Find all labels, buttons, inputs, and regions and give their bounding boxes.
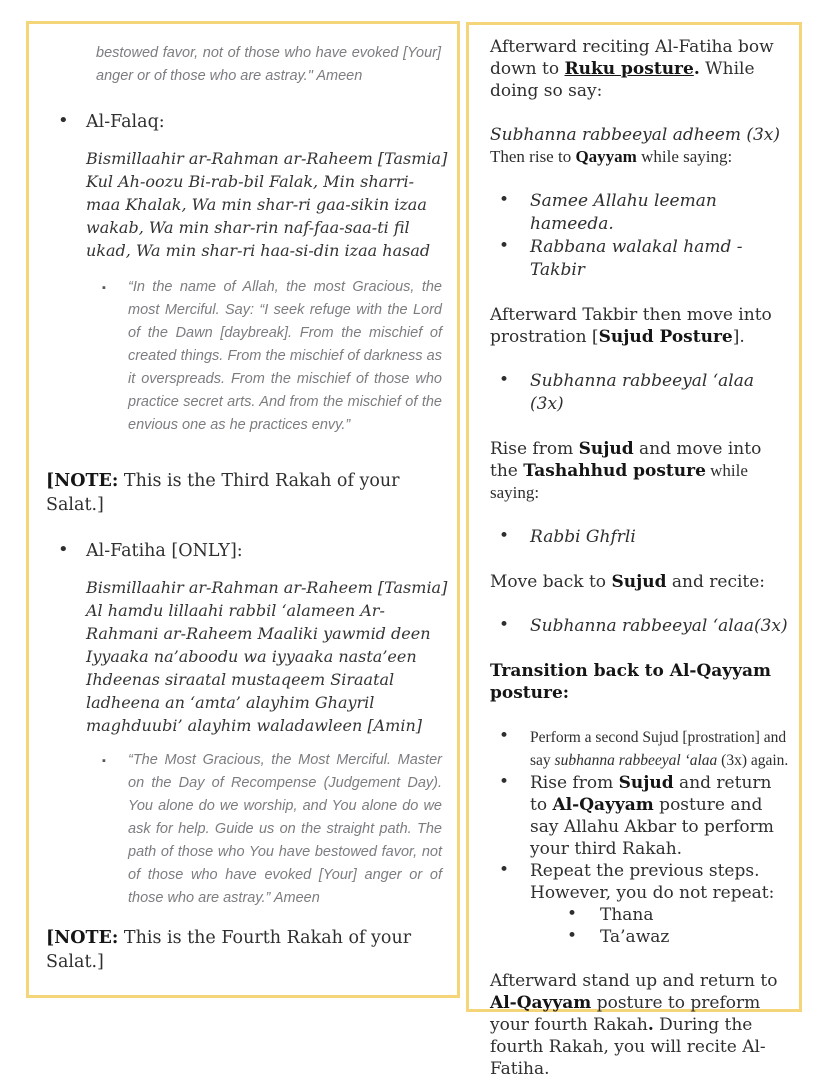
list-item-rabbi-ghfrli: • Rabbi Ghfrli xyxy=(530,526,793,549)
left-panel xyxy=(26,21,460,998)
list-qayyam-sayings xyxy=(490,190,793,282)
al-falaq-label: Al-Falaq: xyxy=(86,112,165,132)
list-sujud-saying-2 xyxy=(490,615,793,638)
para-sujud-instruction: Afterward Takbir then move into prostration [Sujud Posture]. xyxy=(490,305,772,347)
list-item-rise-return: • Rise from Sujud and return to Al-Qayyam posture and say Allahu Akbar to perform your third Rakah. xyxy=(530,772,793,860)
list-item-subhanna-alaa: • Subhanna rabbeeyal ‘alaa (3x) xyxy=(530,370,793,416)
note-fourth-bold: [NOTE: xyxy=(46,928,119,948)
list-item-thana: • Thana xyxy=(600,904,793,926)
note-third-rakah xyxy=(46,469,441,517)
list-transition-steps xyxy=(490,726,793,948)
al-fatiha-translation-quote: ▪ “The Most Gracious, the Most Merciful. Master on the Day of Recompense (Judgement Day). You alone do we worship, and You alone do we ask for help. Guide us on the straight path. The path of those who You have bestowed favor, not of those who have evoked [Your] anger or of those who are astray.” Ameen xyxy=(128,749,442,910)
quote-continuation: bestowed favor, not of those who have evoked [Your] anger or of those who are astray." Ameen xyxy=(96,45,441,84)
list-item-samee: • Samee Allahu leeman hameeda. xyxy=(530,190,793,236)
list-sujud-saying xyxy=(490,370,793,416)
line-rise-qayyam: Then rise to Qayyam while saying: xyxy=(490,147,733,166)
note-third-bold: [NOTE: xyxy=(46,471,119,491)
right-panel xyxy=(466,22,802,1079)
nested-list-not-repeated xyxy=(530,904,793,948)
bullet-item-al-fatiha xyxy=(86,539,441,563)
line-subhanna-adheem: Subhanna rabbeeyal adheem (3x) xyxy=(490,125,781,145)
para-fourth-rakah: Afterward stand up and return to Al-Qayyam posture to preform your fourth Rakah. During the fourth Rakah, you will recite Al-Fatiha. xyxy=(490,971,778,1079)
list-item-repeat-steps xyxy=(530,860,793,948)
note-fourth-rakah xyxy=(46,926,441,974)
list-item-second-sujud: • Perform a second Sujud [prostration] and say subhanna rabbeeyal ‘alaa (3x) again. xyxy=(530,726,793,772)
para-ruku-instruction: Afterward reciting Al-Fatiha bow down to Ruku posture. While doing so say: xyxy=(490,37,774,101)
al-fatiha-label: Al-Fatiha [ONLY]: xyxy=(86,541,243,561)
para-move-back-sujud: Move back to Sujud and recite: xyxy=(490,572,766,592)
al-fatiha-transliteration: Bismillaahir ar-Rahman ar-Raheem [Tasmia] Al hamdu lillaahi rabbil ‘alameen Ar-Rahmani ar-Raheem Maaliki yawmid deen Iyyaaka na’aboodu wa iyyaaka nasta’een Ihdeenas siraatal mustaqeem Siraatal ladheena an ‘amta’ alayhim Ghayril maghduubi’ alayhim waladawleen [Amin] xyxy=(86,578,448,735)
list-item-taawaz: • Ta’awaz xyxy=(600,926,793,948)
list-item-subhanna-alaa-2: • Subhanna rabbeeyal ‘alaa(3x) xyxy=(530,615,793,638)
list-item-rabbana: • Rabbana walakal hamd -Takbir xyxy=(530,236,793,282)
para-tashahhud-instruction: Rise from Sujud and move into the Tashahhud posture while saying: xyxy=(490,439,762,502)
al-falaq-translation-quote: ▪ “In the name of Allah, the most Gracious, the most Merciful. Say: “I seek refuge with the Lord of the Dawn [daybreak]. From the mischief of created things. From the mischief of darkness as it overspreads. From the mischief of those who practice secret arts. And from the mischief of the envious one as he practices envy.” xyxy=(128,276,442,437)
bullet-item-al-falaq xyxy=(86,110,441,134)
repeat-steps-text: Repeat the previous steps. However, you do not repeat: xyxy=(530,861,775,903)
note-third-text: This is the Third Rakah of your Salat.] xyxy=(46,471,400,515)
note-fourth-text: This is the Fourth Rakah of your Salat.] xyxy=(46,928,412,972)
al-falaq-transliteration: Bismillaahir ar-Rahman ar-Raheem [Tasmia] Kul Ah-oozu Bi-rab-bil Falak, Min sharri-maa Khalak, Wa min shar-ri gaa-sikin izaa wakab, Wa min shar-rin naf-faa-saa-ti fil ukad, Wa min shar-ri haa-si-din izaa hasad xyxy=(86,149,448,260)
heading-transition-qayyam: Transition back to Al-Qayyam posture: xyxy=(490,661,772,703)
list-tashahhud-saying xyxy=(490,526,793,549)
